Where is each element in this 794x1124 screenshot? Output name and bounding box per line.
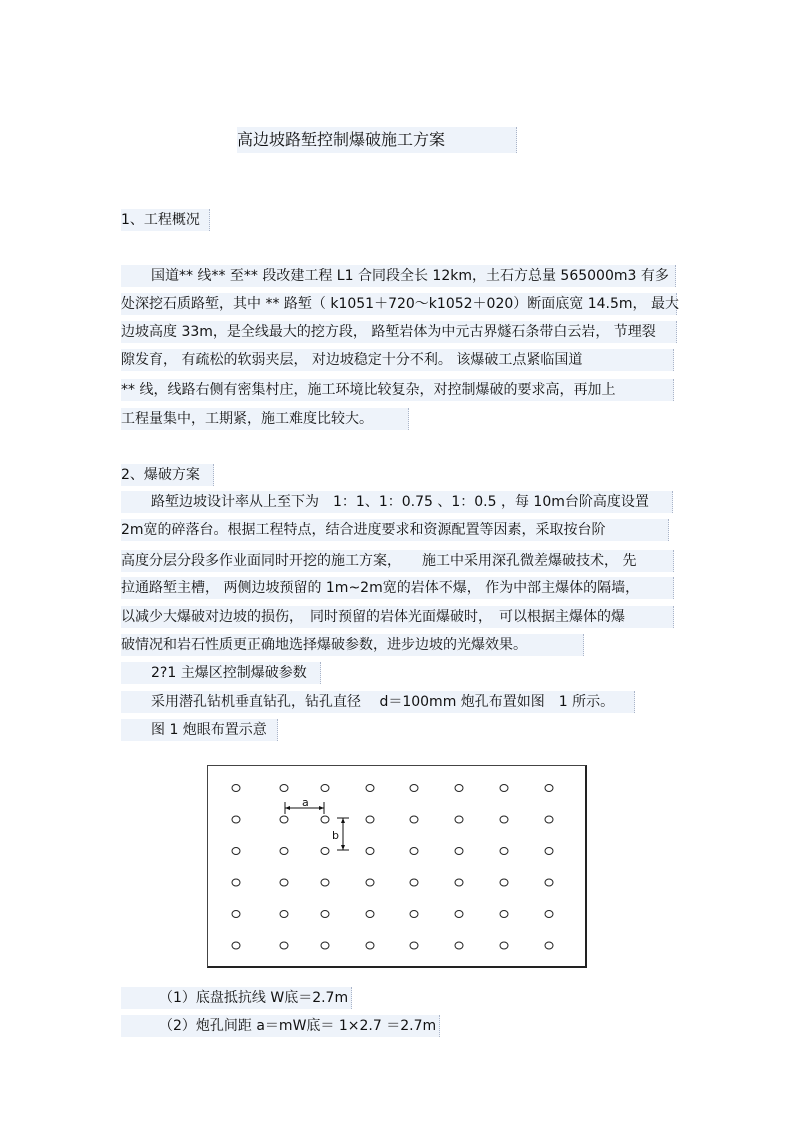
param-line-2: （2）炮孔间距 a＝mW底＝ 1×2.7 ＝2.7m: [121, 1015, 440, 1037]
borehole: [455, 911, 463, 918]
borehole: [500, 942, 508, 949]
borehole: [545, 848, 553, 855]
borehole: [410, 785, 418, 792]
borehole: [280, 879, 288, 886]
section2-line-4: 拉通路堑主槽， 两侧边坡预留的 1m~2m宽的岩体不爆， 作为中部主爆体的隔墙，: [121, 577, 674, 599]
borehole: [321, 911, 329, 918]
borehole: [545, 911, 553, 918]
borehole: [410, 848, 418, 855]
borehole: [232, 848, 240, 855]
subsection-heading: 2?1 主爆区控制爆破参数: [121, 662, 321, 684]
section2-line-3: 高度分层分段多作业面同时开挖的施工方案， 施工中采用深孔微差爆破技术， 先: [121, 550, 674, 572]
borehole: [366, 848, 374, 855]
borehole: [500, 816, 508, 823]
borehole: [545, 816, 553, 823]
borehole: [280, 911, 288, 918]
dimension-a: [285, 796, 324, 814]
borehole: [455, 942, 463, 949]
borehole: [455, 785, 463, 792]
section2-heading: 2、爆破方案: [121, 464, 214, 486]
borehole: [366, 785, 374, 792]
dimension-b: [332, 818, 349, 850]
document-title: 高边坡路堑控制爆破施工方案: [237, 127, 517, 153]
borehole: [321, 785, 329, 792]
borehole-grid: [208, 766, 585, 966]
dimension-a-label: a: [302, 796, 309, 809]
borehole: [232, 911, 240, 918]
section1-line-4: 隙发育， 有疏松的软弱夹层， 对边坡稳定十分不利。 该爆破工点紧临国道: [121, 349, 674, 371]
borehole: [280, 785, 288, 792]
section1-line-6: 工程量集中，工期紧，施工难度比较大。: [121, 408, 409, 430]
section1-line-1: 国道** 线** 至** 段改建工程 L1 合同段全长 12km，土石方总量 565000m3 有多: [121, 265, 676, 287]
dimension-b-label: b: [332, 829, 339, 842]
borehole: [455, 879, 463, 886]
section1-line-5: ** 线，线路右侧有密集村庄，施工环境比较复杂，对控制爆破的要求高，再加上: [121, 379, 674, 401]
borehole: [410, 911, 418, 918]
section2-line-2: 2m宽的碎落台。根据工程特点，结合进度要求和资源配置等因素，采取按台阶: [121, 519, 669, 541]
borehole: [366, 911, 374, 918]
borehole: [232, 816, 240, 823]
borehole: [500, 879, 508, 886]
param-line-1: （1）底盘抵抗线 W底＝2.7m: [121, 987, 352, 1009]
drill-text: 采用潜孔钻机垂直钻孔，钻孔直径 d＝100mm 炮孔布置如图 1 所示。: [121, 691, 635, 713]
borehole: [500, 785, 508, 792]
borehole: [545, 879, 553, 886]
borehole: [545, 785, 553, 792]
borehole: [366, 942, 374, 949]
borehole: [232, 785, 240, 792]
borehole: [545, 942, 553, 949]
figure-caption: 图 1 炮眼布置示意: [121, 719, 278, 741]
borehole: [321, 816, 329, 823]
borehole: [232, 942, 240, 949]
borehole: [321, 879, 329, 886]
borehole: [410, 816, 418, 823]
borehole: [280, 848, 288, 855]
borehole: [410, 942, 418, 949]
borehole: [366, 879, 374, 886]
borehole: [455, 816, 463, 823]
borehole-layout-figure: [207, 765, 587, 968]
borehole: [232, 879, 240, 886]
borehole: [321, 848, 329, 855]
section1-line-2: 处深挖石质路堑，其中 ** 路堑（ k1051＋720～k1052＋020）断面底宽 14.5m， 最大: [121, 293, 677, 315]
section2-line-6: 破情况和岩石性质更正确地选择爆破参数，进步边坡的光爆效果。: [121, 634, 584, 656]
borehole: [366, 816, 374, 823]
borehole: [280, 816, 288, 823]
section1-line-3: 边坡高度 33m，是全线最大的挖方段， 路堑岩体为中元古界燧石条带白云岩， 节理裂: [121, 321, 677, 343]
section1-heading: 1、工程概况: [121, 209, 210, 231]
borehole: [500, 911, 508, 918]
borehole: [455, 848, 463, 855]
borehole: [321, 942, 329, 949]
section2-line-5: 以减少大爆破对边坡的损伤， 同时预留的岩体光面爆破时， 可以根据主爆体的爆: [121, 606, 674, 628]
section2-line-1: 路堑边坡设计率从上至下为 1：1、1：0.75 、1：0.5 ，每 10m台阶高度设置: [121, 491, 673, 513]
borehole: [410, 879, 418, 886]
borehole: [280, 942, 288, 949]
borehole: [500, 848, 508, 855]
